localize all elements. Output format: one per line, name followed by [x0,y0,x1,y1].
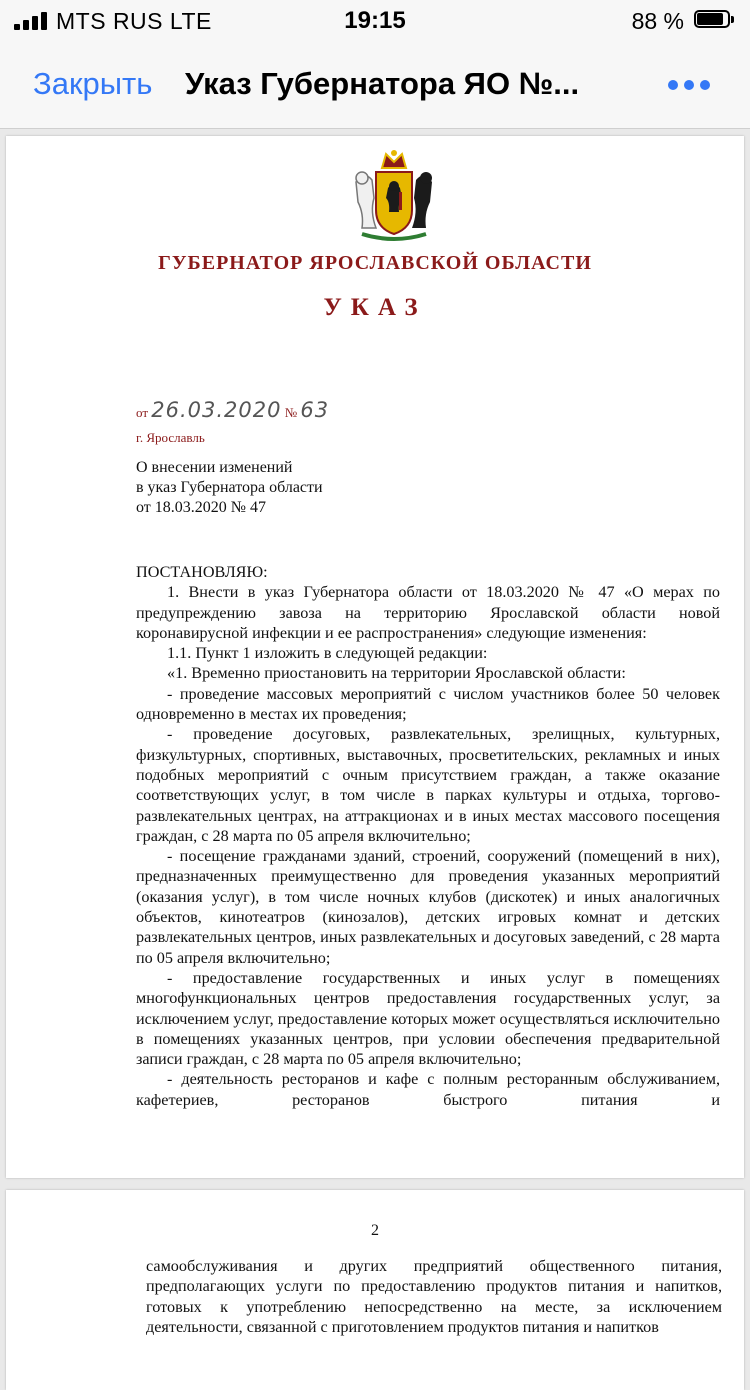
subject-line: от 18.03.2020 № 47 [136,499,267,516]
number-prefix: № [284,405,298,420]
paragraph: - предоставление государственных и иных услуг в помещениях многофункциональных центров предоставления государственных услуг, за исключением услуг, предоставление которых может осуществляться исключительно в помещениях указанных центров, при условии обеспечения предварительной записи граждан, с 28 марта по 05 апреля включительно; [136,968,720,1069]
handwritten-date: 26.03.2020 [151,398,282,422]
paragraph: «1. Временно приостановить на территории Ярославской области: [167,664,626,683]
paragraph: - проведение досуговых, развлекательных, зрелищных, культурных, физкультурных, спортивных, выставочных, просветительских, рекламных и иных подобных мероприятий с очным присутствием граждан, а также оказание соответствующих услуг, в том числе в парках культуры и отдыха, торгово-развлекательных центрах, на аттракционах и в иных местах массового посещения граждан, с 28 марта по 05 апреля включительно; [136,725,720,845]
document-page-1[interactable] [6,136,744,1178]
more-options-icon[interactable] [668,80,710,92]
paragraph: - деятельность ресторанов и кафе с полным ресторанным обслуживанием, кафетериев, ресторанов быстрого питания и [136,1070,720,1109]
resolve-heading: ПОСТАНОВЛЯЮ: [136,563,268,581]
document-body [136,562,720,1110]
paragraph: - посещение гражданами зданий, строений, сооружений (помещений в них), предназначенных преимущественно для проведения указанных мероприятий (оказания услуг), в том числе ночных клубов (дискотек) и иных аналогичных объектов, кинотеатров (кинозалов), детских игровых комнат и детских развлекательных центров, иных развлекательных и досуговых заведений, с 28 марта по 05 апреля включительно; [136,847,720,967]
coat-of-arms-icon [342,148,446,244]
status-bar [0,0,750,40]
page-number: 2 [371,1222,379,1239]
document-type: УКАЗ [323,294,427,321]
document-title: Указ Губернатора ЯО №... [185,66,580,101]
document-subject [136,458,323,518]
paragraph: самообслуживания и других предприятий общественного питания, предполагающих услуги по предоставлению продуктов питания и напитков, готовых к употреблению непосредственно на месте, за исключением деятельности, связанной с приготовлением продуктов питания и напитков [146,1257,722,1336]
paragraph: 1. Внести в указ Губернатора области от 18.03.2020 № 47 «О мерах по предупреждению завоза на территорию Ярославской области новой коронавирусной инфекции и ее распространения» следующие изменения: [136,583,720,642]
handwritten-number: 63 [300,398,330,422]
close-button[interactable]: Закрыть [33,66,153,101]
city-label: г. Ярославль [136,430,205,445]
subject-line: О внесении изменений [136,459,293,476]
status-time: 19:15 [344,7,406,34]
battery-percent: 88 % [631,8,684,34]
battery-icon [694,10,736,30]
date-number-line [136,398,329,422]
subject-line: в указ Губернатора области [136,479,323,496]
date-prefix: от [136,405,149,420]
paragraph: - проведение массовых мероприятий с числом участников более 50 человек одновременно в местах их проведения; [136,684,720,724]
carrier-label: MTS RUS LTE [56,8,212,34]
paragraph: 1.1. Пункт 1 изложить в следующей редакции: [167,644,488,663]
navigation-bar [0,40,750,129]
issuer-header: ГУБЕРНАТОР ЯРОСЛАВСКОЙ ОБЛАСТИ [158,252,592,274]
document-page-2[interactable] [6,1190,744,1390]
